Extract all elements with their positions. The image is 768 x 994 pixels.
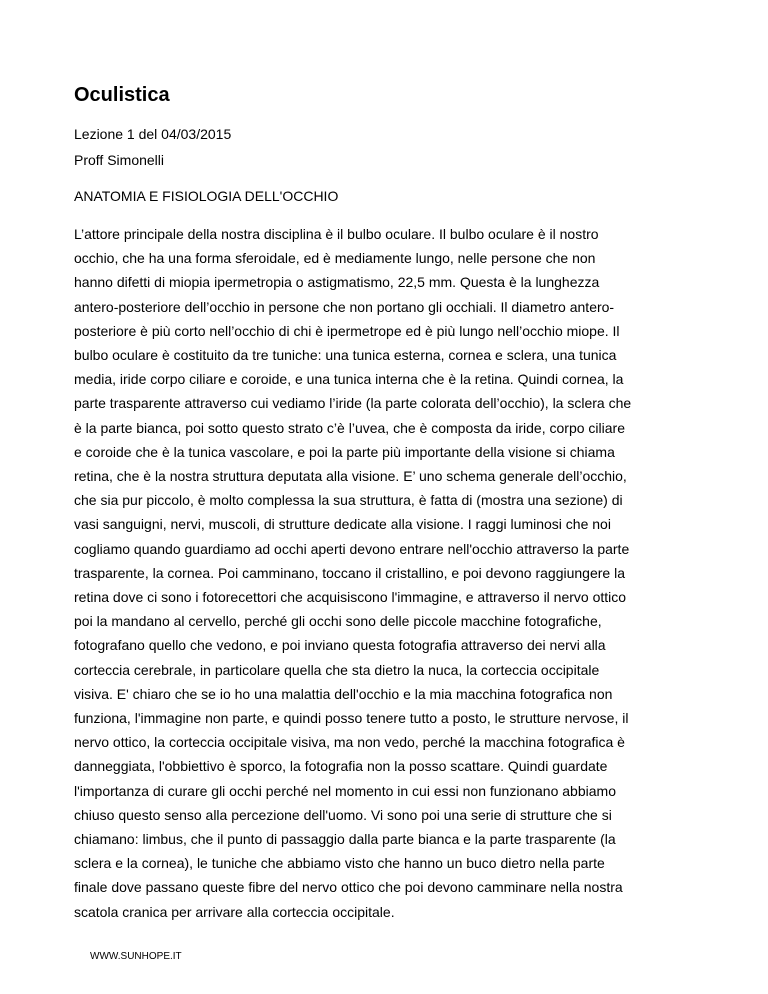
body-line: posteriore è più corto nell’occhio di chi è ipermetrope ed è più lungo nell’occhio miope. Il	[74, 322, 620, 339]
body-line: corteccia cerebrale, in particolare quella che sta dietro la nuca, la corteccia occipitale	[74, 661, 600, 678]
body-line: e coroide che è la tunica vascolare, e poi la parte più importante della visione si chiama	[74, 443, 615, 460]
professor-name: Proff Simonelli	[74, 152, 165, 168]
body-line: nervo ottico, la corteccia occipitale visiva, ma non vedo, perché la macchina fotografica è	[74, 734, 625, 751]
body-line: antero-posteriore dell’occhio in persone che non portano gli occhiali. Il diametro antero-	[74, 298, 615, 315]
body-line: vasi sanguigni, nervi, muscoli, di strutture dedicate alla visione. I raggi luminosi che noi	[74, 516, 611, 533]
body-line: danneggiata, l'obbiettivo è sporco, la fotografia non la posso scattare. Quindi guardate	[74, 758, 608, 775]
body-line: chiuso questo senso alla percezione dell'uomo. Vi sono poi una serie di strutture che si	[74, 806, 612, 823]
body-line: scatola cranica per arrivare alla corteccia occipitale.	[74, 903, 395, 920]
body-line: cogliamo quando guardiamo ad occhi aperti devono entrare nell'occhio attraverso la parte	[74, 540, 630, 557]
body-line: hanno difetti di miopia ipermetropia o astigmatismo, 22,5 mm. Questa è la lunghezza	[74, 274, 600, 291]
body-line: chiamano: limbus, che il punto di passaggio dalla parte bianca e la parte trasparente (la	[74, 831, 616, 848]
body-line: poi la mandano al cervello, perché gli occhi sono delle piccole macchine fotografiche,	[74, 613, 602, 630]
body-line: bulbo oculare è costituito da tre tuniche: una tunica esterna, cornea e sclera, una tunica	[74, 347, 617, 364]
body-line: occhio, che ha una forma sferoidale, ed è mediamente lungo, nelle persone che non	[74, 250, 596, 267]
body-line: funziona, l'immagine non parte, e quindi posso tenere tutto a posto, le strutture nervose, il	[74, 710, 629, 727]
body-line: visiva. E' chiaro che se io ho una malattia dell'occhio e la mia macchina fotografica non	[74, 685, 613, 702]
section-heading: ANATOMIA E FISIOLOGIA DELL'OCCHIO	[74, 188, 339, 204]
body-line: sclera e la cornea), le tuniche che abbiamo visto che hanno un buco dietro nella parte	[74, 855, 605, 872]
body-line: è la parte bianca, poi sotto questo strato c’è l’uvea, che è composta da iride, corpo ciliare	[74, 419, 625, 436]
body-line: retina, che è la nostra struttura deputata alla visione. E’ uno schema generale dell’occhio,	[74, 468, 627, 485]
body-line: retina dove ci sono i fotorecettori che acquisiscono l'immagine, e attraverso il nervo ottico	[74, 589, 627, 606]
body-line: trasparente, la cornea. Poi camminano, toccano il cristallino, e poi devono raggiungere la	[74, 564, 625, 581]
body-line: che sia pur piccolo, è molto complessa la sua struttura, è fatta di (mostra una sezione) di	[74, 492, 623, 509]
body-paragraph	[74, 222, 694, 924]
lesson-info: Lezione 1 del 04/03/2015	[74, 126, 232, 142]
body-line: l'importanza di curare gli occhi perché nel momento in cui essi non funzionano abbiamo	[74, 782, 616, 799]
footer-website: WWW.SUNHOPE.IT	[90, 951, 182, 962]
body-line: parte trasparente attraverso cui vediamo l’iride (la parte colorata dell’occhio), la sclera che	[74, 395, 632, 412]
body-line: finale dove passano queste fibre del nervo ottico che poi devono camminare nella nostra	[74, 879, 623, 896]
body-line: fotografano quello che vedono, e poi inviano questa fotografia attraverso dei nervi alla	[74, 637, 606, 654]
body-line: L’attore principale della nostra disciplina è il bulbo oculare. Il bulbo oculare è il nostro	[74, 226, 599, 242]
document-title: Oculistica	[74, 84, 170, 106]
body-line: media, iride corpo ciliare e coroide, e una tunica interna che è la retina. Quindi cornea, la	[74, 371, 624, 388]
